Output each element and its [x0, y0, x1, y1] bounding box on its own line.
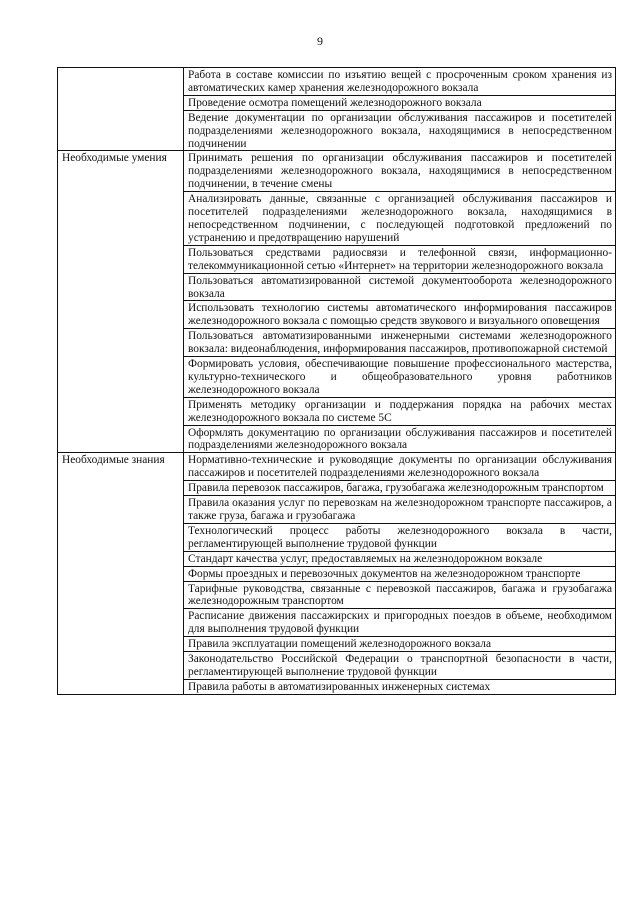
table-cell: Применять методику организации и поддержания порядка на рабочих местах железнодорожного вокзала по системе 5С: [184, 397, 616, 425]
table-cell: Тарифные руководства, связанные с перевозкой пассажиров, багажа и грузобагажа железнодорожным транспортом: [184, 581, 616, 609]
section-label-knowledge: Необходимые знания: [58, 453, 184, 694]
table-cell: Правила перевозок пассажиров, багажа, грузобагажа железнодорожным транспортом: [184, 481, 616, 496]
table-cell: Анализировать данные, связанные с организацией обслуживания пассажиров и посетителей подразделениями железнодорожного вокзала, находящимися в непосредственном подчинении, с последующей подготовкой предложений по устранению и предотвращению нарушений: [184, 192, 616, 246]
table-cell: Расписание движения пассажирских и пригородных поездов в объеме, необходимом для выполнения трудовой функции: [184, 609, 616, 637]
page-number: 9: [317, 34, 323, 48]
table-cell: Принимать решения по организации обслуживания пассажиров и посетителей подразделениями железнодорожного вокзала, находящимися в непосредственном подчинении, в течение смены: [184, 151, 616, 192]
table-cell: Проведение осмотра помещений железнодорожного вокзала: [184, 95, 616, 110]
table-cell: Технологический процесс работы железнодорожного вокзала в части, регламентирующей выполнение трудовой функции: [184, 523, 616, 551]
requirements-table: [57, 67, 616, 695]
table-cell: Использовать технологию системы автоматического информирования пассажиров железнодорожного вокзала с помощью средств звукового и визуального оповещения: [184, 301, 616, 329]
section-label-continuation: [58, 68, 184, 151]
table-cell: Ведение документации по организации обслуживания пассажиров и посетителей подразделениями железнодорожного вокзала, находящимися в непосредственном подчинении: [184, 110, 616, 151]
table-cell: Пользоваться автоматизированными инженерными системами железнодорожного вокзала: видеонаблюдения, информирования пассажиров, противопожарной системой: [184, 329, 616, 357]
table-cell: Нормативно-технические и руководящие документы по организации обслуживания пассажиров и посетителей подразделениями железнодорожного вокзала: [184, 453, 616, 481]
table-cell: Правила эксплуатации помещений железнодорожного вокзала: [184, 637, 616, 652]
table-cell: Пользоваться средствами радиосвязи и телефонной связи, информационно-телекоммуникационной сетью «Интернет» на территории железнодорожного вокзала: [184, 245, 616, 273]
table-row: [58, 453, 616, 481]
table-row: [58, 68, 616, 96]
table-cell: Правила оказания услуг по перевозкам на железнодорожном транспорте пассажиров, а также груза, багажа и грузобагажа: [184, 496, 616, 524]
table-cell: Пользоваться автоматизированной системой документооборота железнодорожного вокзала: [184, 273, 616, 301]
table-cell: Работа в составе комиссии по изъятию вещей с просроченным сроком хранения из автоматических камер хранения железнодорожного вокзала: [184, 68, 616, 96]
table-row: [58, 151, 616, 192]
table-cell: Оформлять документацию по организации обслуживания пассажиров и посетителей подразделениями железнодорожного вокзала: [184, 425, 616, 453]
section-label-skills: Необходимые умения: [58, 151, 184, 453]
table-cell: Стандарт качества услуг, предоставляемых на железнодорожном вокзале: [184, 551, 616, 566]
table-cell: Формировать условия, обеспечивающие повышение профессионального мастерства, культурно-технического и общеобразовательного уровня работников железнодорожного вокзала: [184, 357, 616, 398]
table-cell: Законодательство Российской Федерации о транспортной безопасности в части, регламентирующей выполнение трудовой функции: [184, 652, 616, 680]
table-cell: Правила работы в автоматизированных инженерных системах: [184, 679, 616, 694]
table-cell: Формы проездных и перевозочных документов на железнодорожном транспорте: [184, 566, 616, 581]
